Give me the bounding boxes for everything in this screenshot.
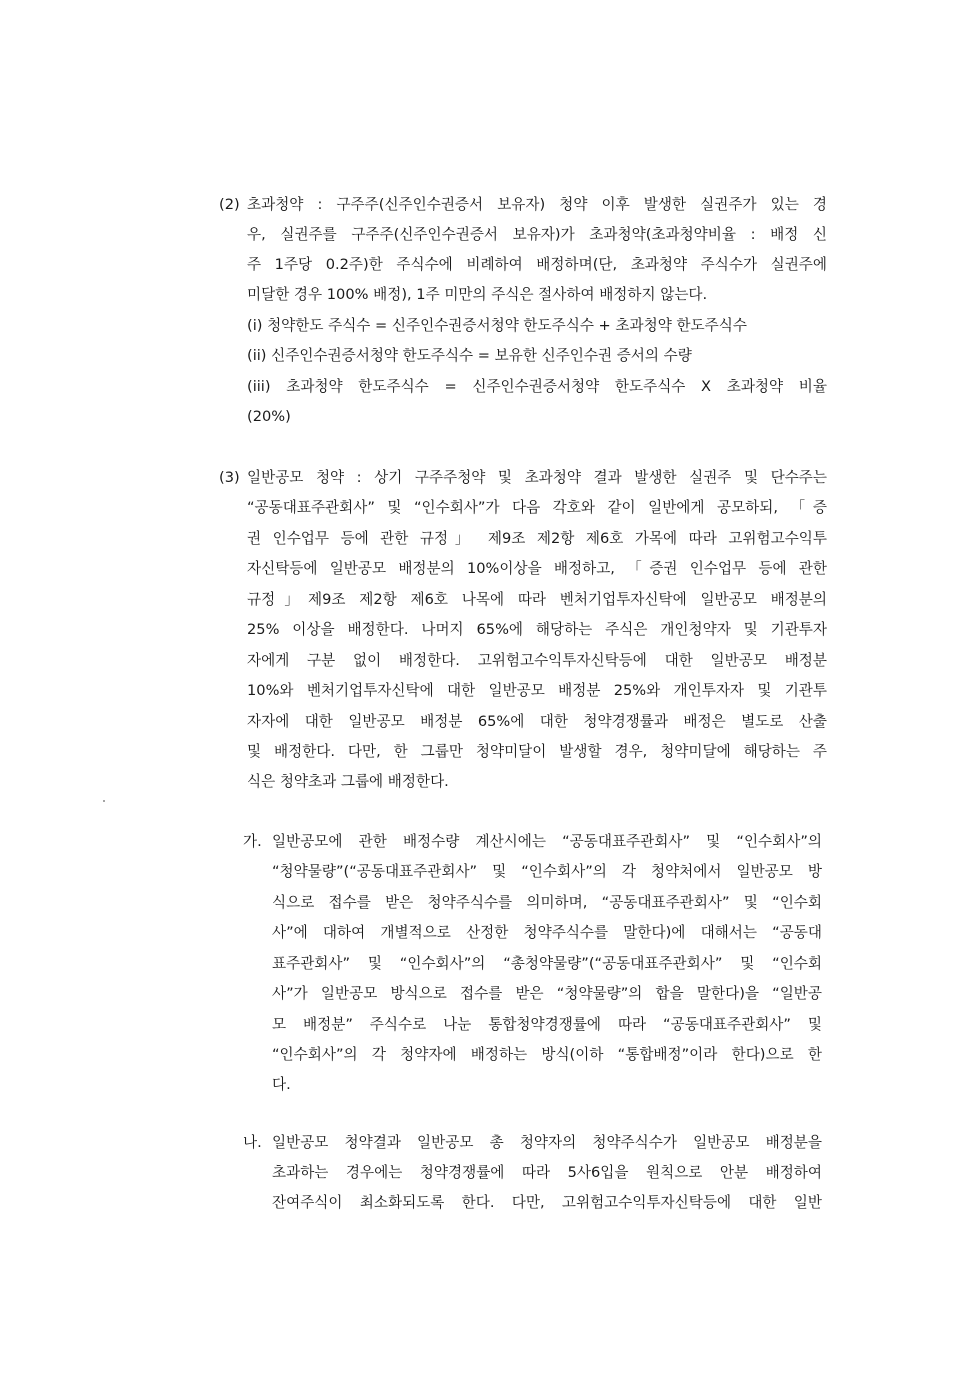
item-ga-line: 모 배정분” 주식수로 나눈 통합청약경쟁률에 따라 “공동대표주관회사” 및 — [272, 1016, 822, 1033]
section-3-line: 및 배정한다. 다만, 한 그룹만 청약미달이 발생할 경우, 청약미달에 해당하는 주 — [247, 743, 827, 760]
formula-line: (i) 청약한도 주식수 = 신주인수권증서청약 한도주식수 + 초과청약 한도주식수 — [247, 317, 747, 334]
section-3-line: 자신탁등에 일반공모 배정분의 10%이상을 배정하고, 「증권 인수업무 등에 관한 — [247, 560, 827, 577]
stray-dot — [103, 800, 105, 802]
item-ga-line: 식으로 접수를 받은 청약주식수를 의미하며, “공동대표주관회사” 및 “인수회 — [272, 894, 822, 911]
section-3-line: 자자에 대한 일반공모 배정분 65%에 대한 청약경쟁률과 배정은 별도로 산출 — [247, 713, 827, 730]
item-ga-line: “인수회사”의 각 청약자에 배정하는 방식(이하 “통합배정”이라 한다)으로 한 — [272, 1046, 822, 1063]
item-ga-line: “청약물량”(“공동대표주관회사” 및 “인수회사”의 각 청약처에서 일반공모 방 — [272, 863, 822, 880]
section-2-line: 주 1주당 0.2주)한 주식수에 비례하여 배정하며(단, 초과청약 주식수가 실권주에 — [247, 256, 827, 273]
item-na-line: 일반공모 청약결과 일반공모 총 청약자의 청약주식수가 일반공모 배정분을 — [272, 1134, 822, 1151]
section-2-line: 초과청약 : 구주주(신주인수권증서 보유자) 청약 이후 발생한 실권주가 있는 경 — [247, 196, 827, 213]
formula-line: (ii) 신주인수권증서청약 한도주식수 = 보유한 신주인수권 증서의 수량 — [247, 347, 692, 364]
item-ga-line: 다. — [272, 1076, 291, 1093]
item-ga-line: 표주관회사” 및 “인수회사”의 “총청약물량”(“공동대표주관회사” 및 “인수회 — [272, 955, 822, 972]
item-ga-line: 일반공모에 관한 배정수량 계산시에는 “공동대표주관회사” 및 “인수회사”의 — [272, 833, 822, 850]
item-ga-line: 사”가 일반공모 방식으로 접수를 받은 “청약물량”의 합을 말한다)을 “일반공 — [272, 985, 822, 1002]
item-na-marker: 나. — [243, 1134, 262, 1151]
section-3-line: 자에게 구분 없이 배정한다. 고위험고수익투자신탁등에 대한 일반공모 배정분 — [247, 652, 827, 669]
formula-line: (20%) — [247, 408, 291, 425]
formula-line: (iii) 초과청약 한도주식수 = 신주인수권증서청약 한도주식수 X 초과청약 비율 — [247, 378, 827, 395]
item-na-line: 잔여주식이 최소화되도록 한다. 다만, 고위험고수익투자신탁등에 대한 일반 — [272, 1194, 822, 1211]
section-3-line: 식은 청약초과 그룹에 배정한다. — [247, 773, 449, 790]
section-3-line: 권 인수업무 등에 관한 규정」 제9조 제2항 제6호 가목에 따라 고위험고수익투 — [247, 530, 827, 547]
section-3-line: 25% 이상을 배정한다. 나머지 65%에 해당하는 주식은 개인청약자 및 기관투자 — [247, 621, 827, 638]
section-2-line: 우, 실권주를 구주주(신주인수권증서 보유자)가 초과청약(초과청약비율 : 배정 신 — [247, 226, 827, 243]
item-na-line: 초과하는 경우에는 청약경쟁률에 따라 5사6입을 원칙으로 안분 배정하여 — [272, 1164, 822, 1181]
section-3-line: “공동대표주관회사” 및 “인수회사”가 다음 각호와 같이 일반에게 공모하되, 「증 — [247, 499, 827, 516]
section-3-line: 일반공모 청약 : 상기 구주주청약 및 초과청약 결과 발생한 실권주 및 단수주는 — [247, 469, 827, 486]
item-ga-line: 사”에 대하여 개별적으로 산정한 청약주식수를 말한다)에 대해서는 “공동대 — [272, 924, 822, 941]
item-ga-marker: 가. — [243, 833, 262, 850]
section-2-line: 미달한 경우 100% 배정), 1주 미만의 주식은 절사하여 배정하지 않는다. — [247, 286, 708, 303]
section-3-line: 규정」제9조 제2항 제6호 나목에 따라 벤처기업투자신탁에 일반공모 배정분의 — [247, 591, 827, 608]
section-3-marker: (3) — [219, 469, 240, 486]
section-3-line: 10%와 벤처기업투자신탁에 대한 일반공모 배정분 25%와 개인투자자 및 기관투 — [247, 682, 827, 699]
section-2-marker: (2) — [219, 196, 240, 213]
